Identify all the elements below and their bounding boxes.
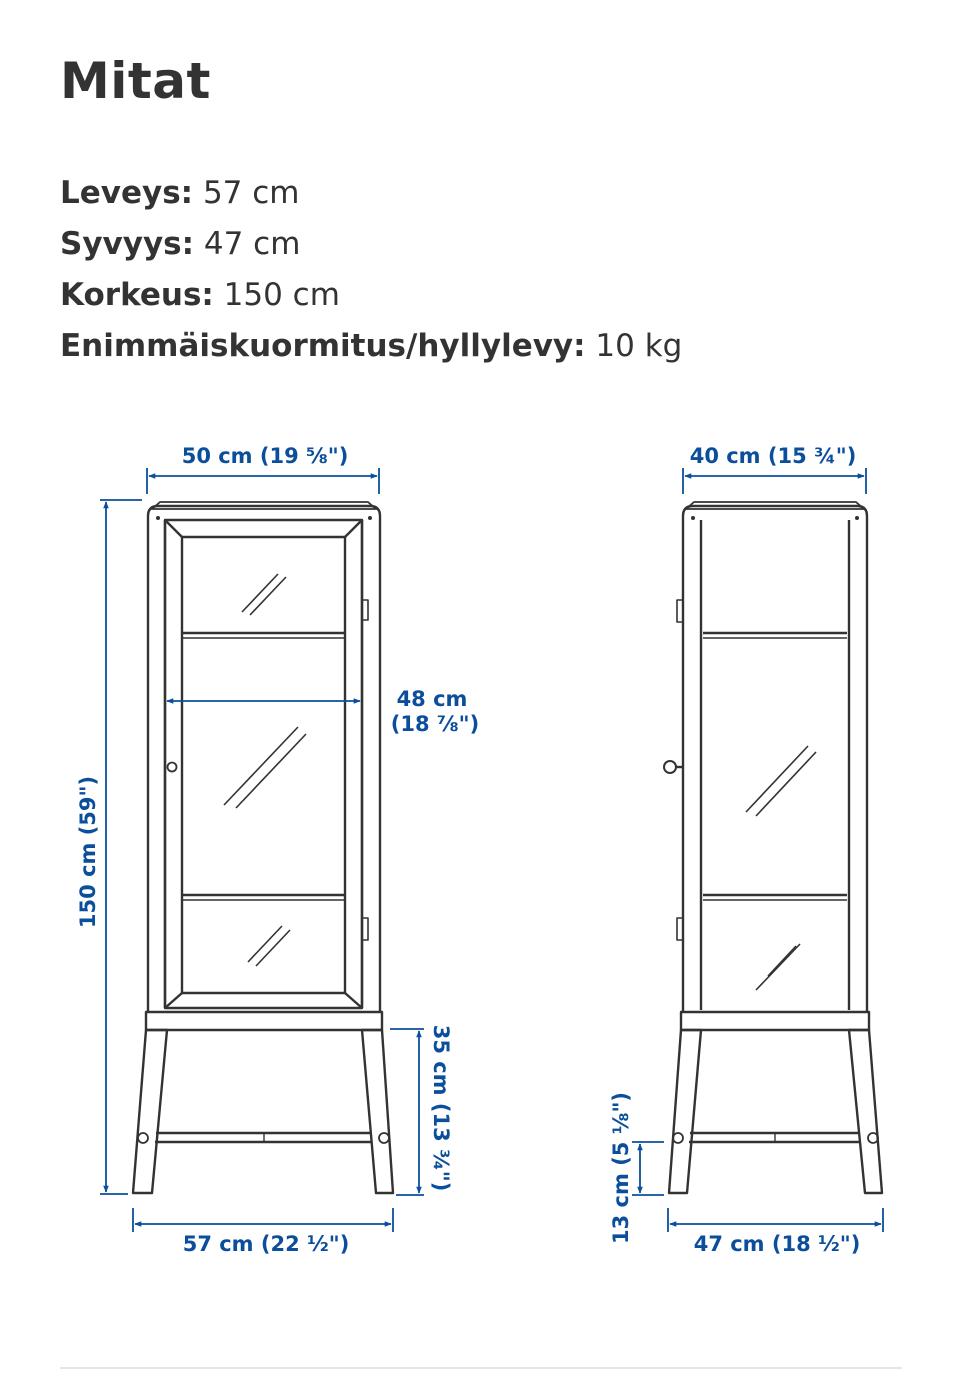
spec-height-value: 150 cm (223, 277, 340, 313)
spec-max-load-value: 10 kg (595, 328, 683, 364)
spec-width (60, 168, 682, 219)
spec-width-label: Leveys: (60, 175, 194, 211)
dimension-specs (60, 168, 682, 372)
spec-height-label: Korkeus: (60, 277, 214, 313)
front-view-cabinet (133, 502, 393, 1193)
front-bottom-width-label: 57 cm (22 ½") (182, 1232, 350, 1256)
spec-width-value: 57 cm (202, 175, 300, 211)
front-inner-width-label-1: 48 cm (396, 687, 468, 711)
front-height-label: 150 cm (59") (76, 775, 100, 929)
side-bottom-depth-label: 47 cm (18 ½") (693, 1232, 861, 1256)
side-dimension-lines (632, 468, 883, 1232)
page-title: Mitat (60, 52, 211, 110)
spec-height (60, 270, 682, 321)
spec-depth-value: 47 cm (203, 226, 301, 262)
spec-depth (60, 219, 682, 270)
front-top-width-label: 50 cm (19 ⅝") (181, 444, 349, 468)
front-inner-width-label-2: (18 ⅞") (390, 712, 480, 736)
section-divider (60, 1367, 902, 1369)
spec-max-load-label: Enimmäiskuormitus/hyllylevy: (60, 328, 586, 364)
spec-depth-label: Syvyys: (60, 226, 195, 262)
side-view-cabinet (664, 502, 882, 1193)
cabinet-dimension-diagram (0, 400, 960, 1300)
front-leg-height-label: 35 cm (13 ¾") (429, 1024, 453, 1192)
side-top-depth-label: 40 cm (15 ¾") (689, 444, 857, 468)
side-rail-height-label: 13 cm (5 ⅛") (609, 1092, 633, 1244)
spec-max-load (60, 321, 682, 372)
